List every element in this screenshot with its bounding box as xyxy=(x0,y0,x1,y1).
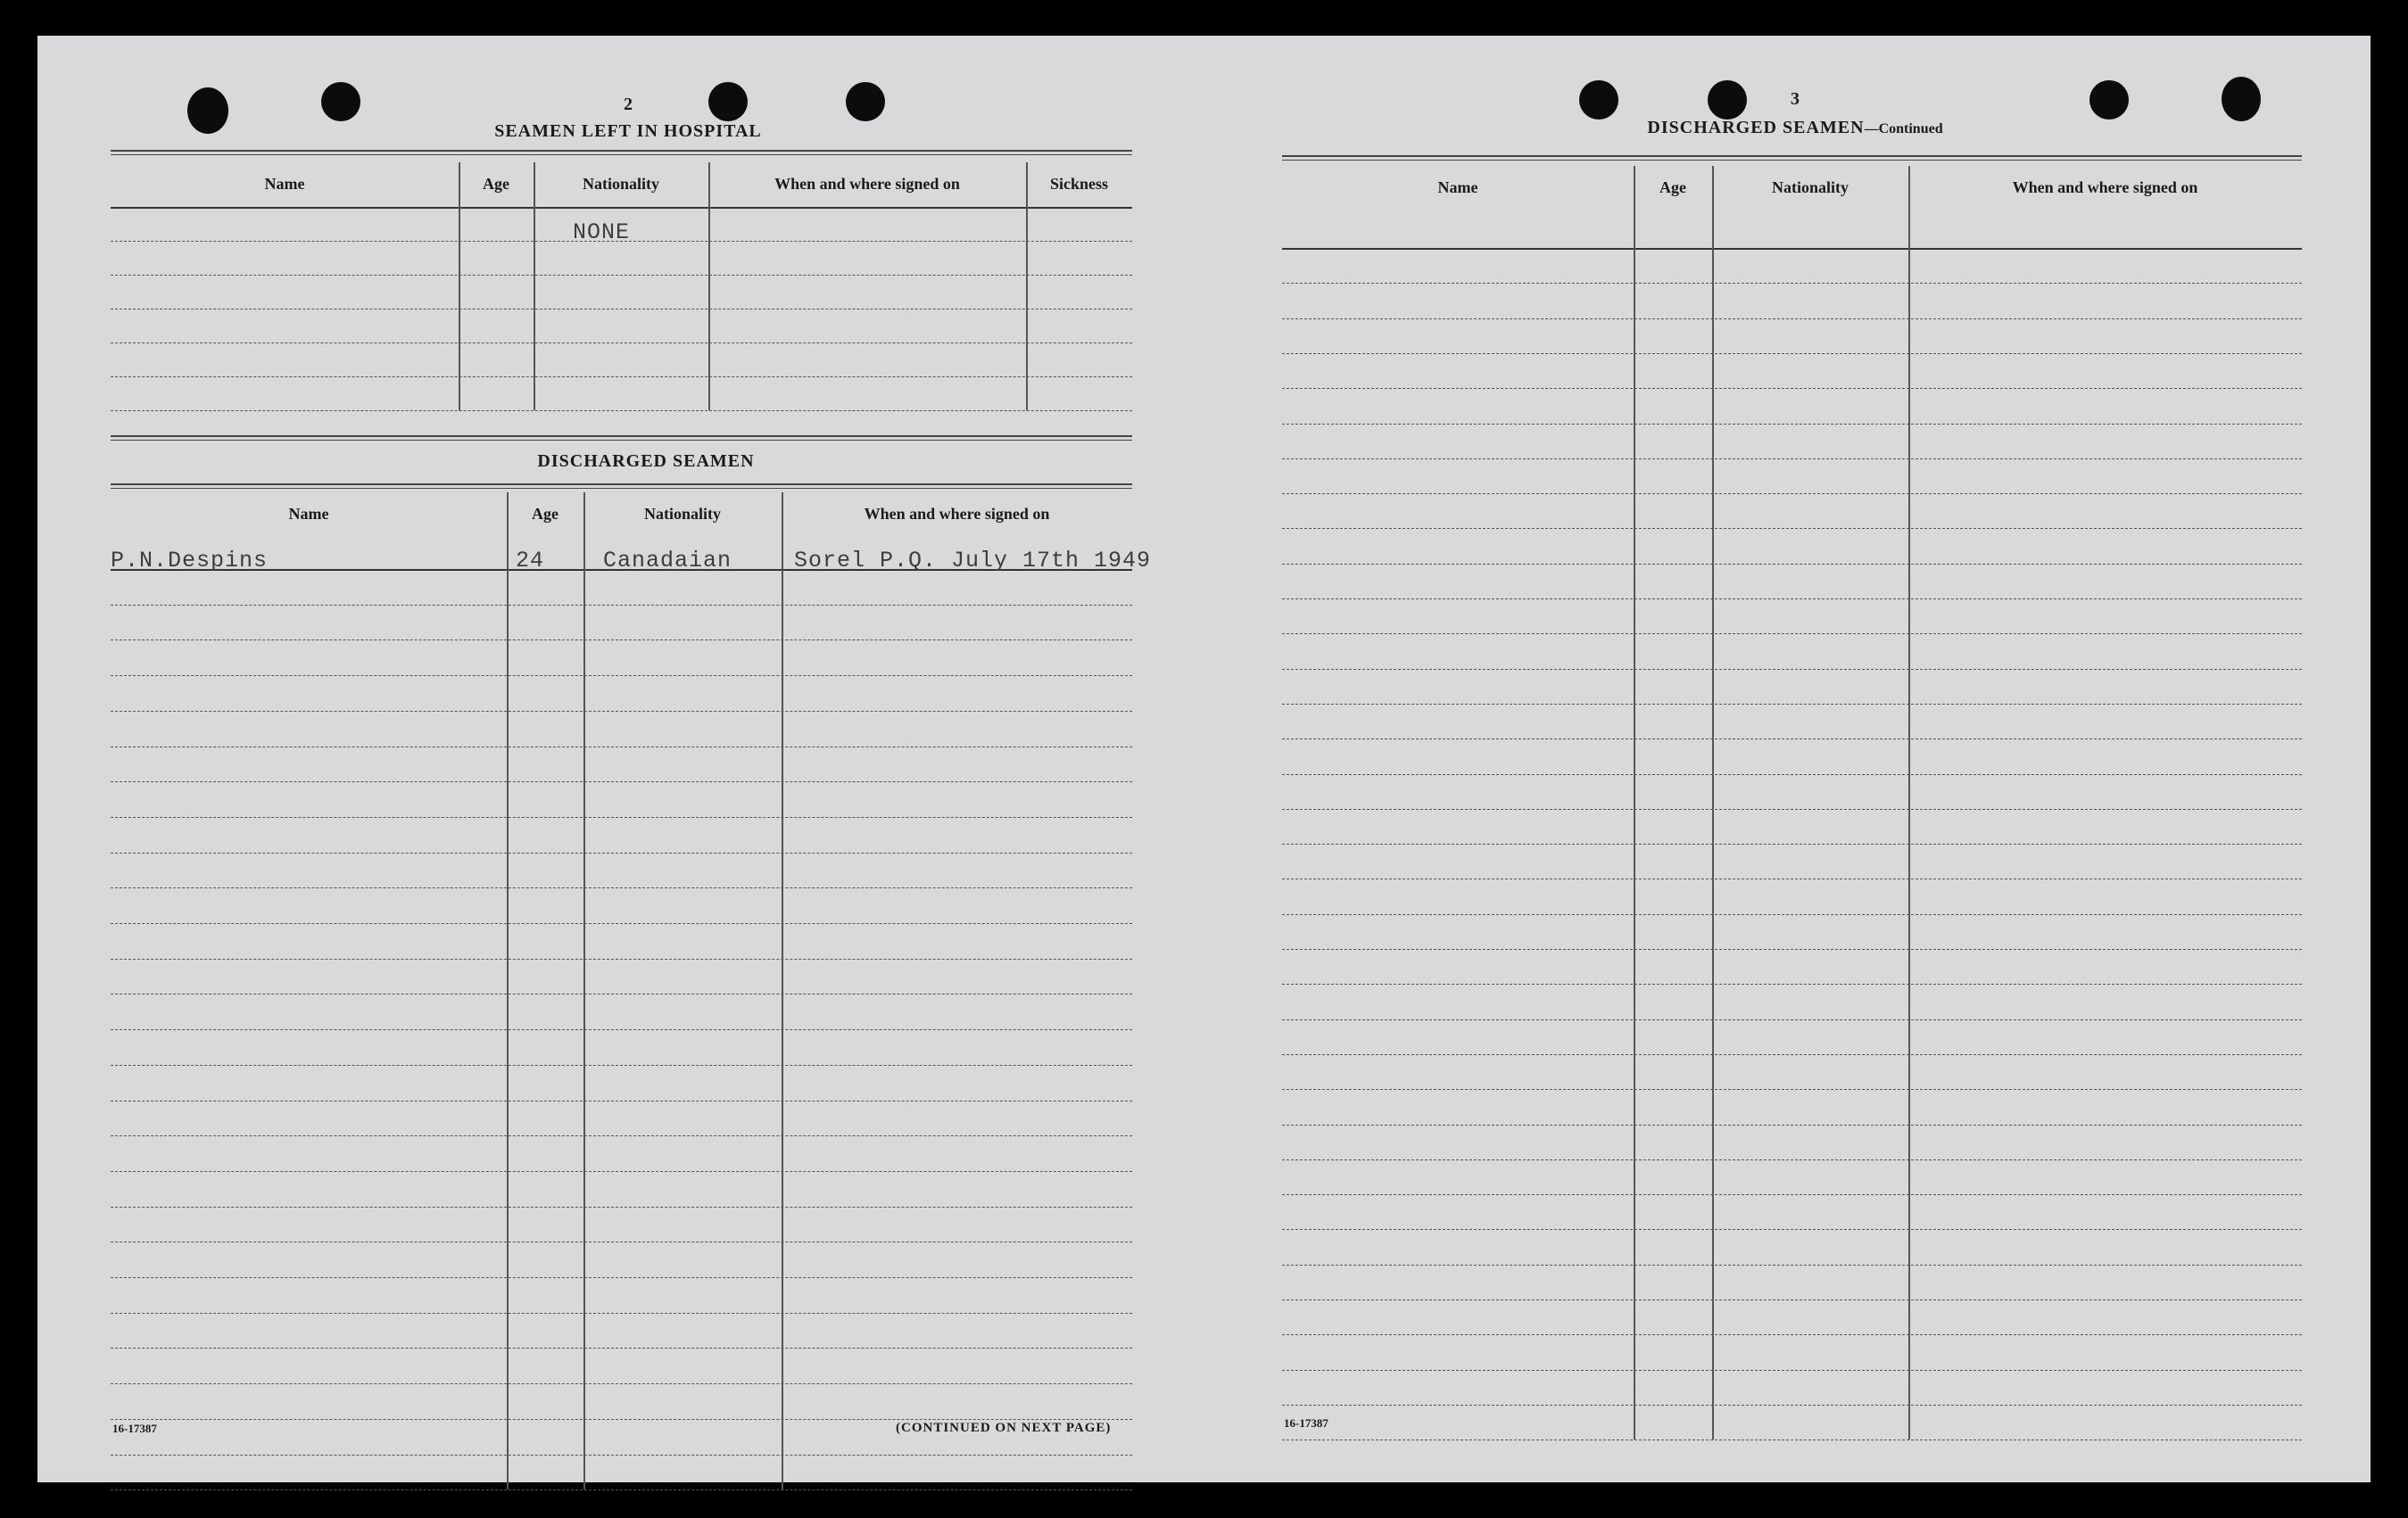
column-header: Name xyxy=(264,175,305,193)
form-number: 16-17387 xyxy=(1284,1416,1328,1430)
row-line xyxy=(111,853,1132,854)
row-line xyxy=(1282,809,2302,810)
row-line xyxy=(111,711,1132,712)
row-line xyxy=(111,605,1132,606)
row-line xyxy=(1282,633,2302,634)
row-line xyxy=(1282,1334,2302,1335)
column-divider xyxy=(1634,166,1635,1440)
row-line xyxy=(1282,564,2302,565)
seaman-age: 24 xyxy=(516,548,545,573)
row-line xyxy=(1282,949,2302,950)
row-line xyxy=(1282,1125,2302,1126)
row-line xyxy=(1282,738,2302,739)
row-line xyxy=(111,275,1132,276)
row-line xyxy=(111,1313,1132,1314)
row-line xyxy=(111,342,1132,343)
row-line xyxy=(1282,1054,2302,1055)
column-divider xyxy=(782,492,783,1489)
row-line xyxy=(1282,318,2302,319)
row-line xyxy=(111,1171,1132,1172)
row-line xyxy=(111,1029,1132,1030)
row-line xyxy=(111,1277,1132,1278)
row-line xyxy=(111,639,1132,640)
column-divider xyxy=(1026,162,1028,410)
header-underline xyxy=(111,207,1132,209)
page-number: 2 xyxy=(624,95,633,114)
seaman-signed-on: Sorel P.Q. July 17th 1949 xyxy=(794,548,1152,573)
document-sheet xyxy=(37,36,2371,1482)
row-line xyxy=(111,887,1132,888)
row-line xyxy=(1282,458,2302,459)
left-page xyxy=(111,36,1172,1482)
row-line xyxy=(1282,1159,2302,1160)
column-header: Nationality xyxy=(582,175,659,193)
row-line xyxy=(1282,1265,2302,1266)
row-line xyxy=(1282,1370,2302,1371)
row-line xyxy=(1282,388,2302,389)
section-title-suffix: —Continued xyxy=(1864,121,1943,136)
continued-note: (CONTINUED ON NEXT PAGE) xyxy=(896,1421,1112,1435)
column-header: Nationality xyxy=(1771,178,1849,196)
section-rule xyxy=(111,483,1132,489)
column-divider xyxy=(1908,166,1910,1440)
row-line xyxy=(111,1419,1132,1420)
row-line xyxy=(1282,844,2302,845)
section-rule xyxy=(111,435,1132,441)
row-line xyxy=(111,1489,1132,1490)
row-line xyxy=(111,376,1132,377)
section-rule xyxy=(111,150,1132,155)
row-line xyxy=(1282,1089,2302,1090)
row-line xyxy=(111,1383,1132,1384)
seaman-name: P.N.Despins xyxy=(111,548,269,573)
column-header: Age xyxy=(1659,178,1686,196)
column-header: Age xyxy=(532,505,559,523)
row-line xyxy=(1282,283,2302,284)
row-line xyxy=(111,1207,1132,1208)
row-line xyxy=(111,923,1132,924)
column-divider xyxy=(507,492,509,1489)
column-header: Sickness xyxy=(1049,175,1109,193)
row-line xyxy=(1282,774,2302,775)
column-header: Name xyxy=(1437,178,1478,196)
row-line xyxy=(1282,1405,2302,1406)
column-divider xyxy=(1712,166,1714,1440)
section-title-text: DISCHARGED SEAMEN xyxy=(1647,118,1865,137)
row-line xyxy=(1282,914,2302,915)
discharged-section-title: DISCHARGED SEAMEN xyxy=(537,451,755,471)
column-divider xyxy=(583,492,585,1489)
row-line xyxy=(111,1065,1132,1066)
row-line xyxy=(1282,528,2302,529)
right-page xyxy=(1282,36,2344,1482)
row-line xyxy=(111,1135,1132,1136)
row-line xyxy=(1282,669,2302,670)
column-header: Age xyxy=(483,175,509,193)
column-header: When and where signed on xyxy=(2012,178,2198,196)
continued-section-title xyxy=(1505,118,2085,138)
column-header: Name xyxy=(288,505,329,523)
page-number: 3 xyxy=(1791,89,1800,109)
row-line xyxy=(111,959,1132,960)
row-line xyxy=(1282,598,2302,599)
seaman-nationality: Canadaian xyxy=(603,548,732,573)
row-line xyxy=(111,410,1132,411)
row-line xyxy=(1282,984,2302,985)
row-line xyxy=(1282,353,2302,354)
row-line xyxy=(111,1455,1132,1456)
row-line xyxy=(1282,704,2302,705)
row-line xyxy=(1282,1194,2302,1195)
row-line xyxy=(1282,1019,2302,1020)
section-rule xyxy=(1282,155,2302,161)
column-divider xyxy=(708,162,710,410)
hospital-section-title: SEAMEN LEFT IN HOSPITAL xyxy=(494,121,762,141)
form-number: 16-17387 xyxy=(112,1422,157,1435)
column-header: When and where signed on xyxy=(774,175,960,193)
hospital-none-entry: NONE xyxy=(573,219,631,245)
column-header: Nationality xyxy=(643,505,721,523)
column-divider xyxy=(459,162,460,410)
header-underline xyxy=(1282,248,2302,250)
row-line xyxy=(1282,493,2302,494)
row-line xyxy=(111,817,1132,818)
row-line xyxy=(1282,424,2302,425)
row-line xyxy=(1282,1229,2302,1230)
column-header: When and where signed on xyxy=(864,505,1050,523)
row-line xyxy=(1282,1299,2302,1300)
column-divider xyxy=(534,162,535,410)
row-line xyxy=(111,1348,1132,1349)
row-line xyxy=(111,675,1132,676)
row-line xyxy=(111,781,1132,782)
